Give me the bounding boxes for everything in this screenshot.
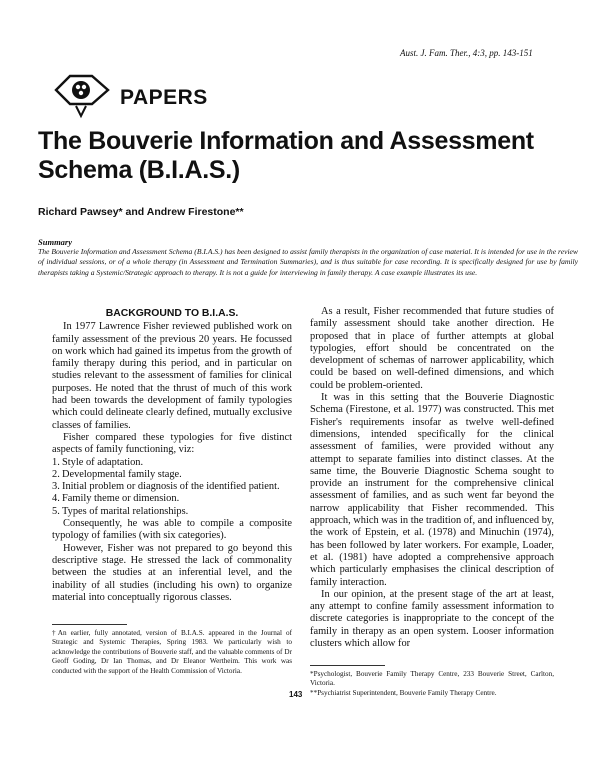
journal-emblem-logo (52, 72, 114, 120)
page-number: 143 (289, 690, 303, 699)
journal-reference: Aust. J. Fam. Ther., 4:3, pp. 143-151 (400, 48, 533, 58)
paragraph: It was in this setting that the Bouverie Diagnostic Schema (Firestone, et al. 1977) was constructed. This met Fisher's requirements insofar as twelve well-defined dimensions, intended specifically for the clinical assessment of families, were provided without any attempt to separate families into distinct classes. At the same time, the Bouverie Diagnostic Schema sought to provide an instrument for the comprehensive clinical assessment of families, and as such went far beyond the narrow applicability that Fisher recommended. This approach, which was in the tradition of, and influenced by, the work of Epstein, et al. (1978) and Minuchin (1974), has been followed by later workers. For example, Loader, et al. (1981) have adopted a comprehensive approach which particularly emphasises the clinical description of family interaction. (310, 392, 555, 588)
footnote-text: †An earlier, fully annotated, version of B.I.A.S. appeared in the Journal of Strategic and Systemic Therapies, Spring 1983. We particularly wish to acknowledge the contributions of Bouverie staff, and the valuable comments of Dr Geoff Goding, Dr Ian Thomas, and Dr Eleanor Wertheim. This work was conducted with the support of the Health Commission of Victoria. (52, 629, 292, 675)
footnote-text: **Psychiatrist Superintendent, Bouverie Family Therapy Centre. (310, 688, 497, 697)
footnote-divider (52, 624, 127, 625)
list-item (52, 457, 292, 469)
footnote-divider (310, 665, 385, 666)
footnote-acknowledgement (52, 629, 292, 676)
paragraph: As a result, Fisher recommended that future studies of family assessment should take another direction. He proposed that in place of further attempts at global typologies, effort should be concentrated on the development of schemas of narrower applicability, which could be based on well-defined dimensions, and which could be problem-oriented. (310, 306, 554, 391)
list-item (52, 469, 292, 481)
list-number: 2. (52, 468, 60, 480)
list-item (52, 506, 292, 518)
section-heading: BACKGROUND TO B.I.A.S. (105, 308, 239, 319)
article-title: The Bouverie Information and Assessment Schema (B.I.A.S.) (38, 127, 534, 184)
footnote-text: *Psychologist, Bouverie Family Therapy Centre, 233 Bouverie Street, Carlton, Victoria. (310, 670, 554, 688)
list-item (52, 481, 292, 493)
paragraph: In our opinion, at the present stage of the art at least, any attempt to confine family assessment information to discrete categories is inappropriate to the concept of the family in therapy as an open system. Looser information clusters which allow for (310, 588, 554, 650)
paragraph: Fisher compared these typologies for five distinct aspects of family functioning, viz: (52, 431, 292, 456)
list-number: 4. (52, 493, 60, 505)
list-item (52, 493, 292, 505)
footnote-affiliations (310, 670, 554, 698)
list-text: Style of adaptation. (62, 456, 144, 468)
paragraph: In 1977 Lawrence Fisher reviewed published work on family assessment of the previous 20 years. He focussed on work which had gained its impetus from the growth of family therapy during this period, and in particular on studies relevant to the assessment of families for clinical purposes. He noted that the thrust of much of this work had been towards the development of family typologies which could delineate clearly defined, mutually exclusive classes of families. (52, 321, 292, 431)
list-number: 1. (52, 456, 60, 468)
right-column (310, 306, 554, 650)
summary-heading: Summary (38, 237, 73, 247)
list-text: Developmental family stage. (62, 468, 182, 480)
list-text: Initial problem or diagnosis of the identified patient. (62, 481, 280, 493)
left-column (52, 308, 292, 604)
section-label: PAPERS (120, 86, 208, 109)
aspects-list (52, 457, 292, 518)
paragraph: However, Fisher was not prepared to go beyond this descriptive stage. He stressed the lack of commonality between the studies at an inferential level, and the inability of all studies (including his own) to organize material into conceptually rigorous classes. (52, 542, 292, 603)
summary-text: The Bouverie Information and Assessment Schema (B.I.A.S.) has been designed to assist family therapists in the organization of case material. It is intended for use in the review of individual sessions, or of a whole therapy (in Assessment and Termination Summaries), and is thus suitable for case recording. It is specifically designed for use by family therapists taking a Systemic/Strategic approach to therapy. It is not a guide for interviewing in family therapy. A case example illustrates its use. (38, 247, 578, 277)
list-number: 5. (52, 505, 60, 517)
authors: Richard Pawsey* and Andrew Firestone** (38, 206, 244, 218)
list-text: Types of marital relationships. (62, 505, 189, 517)
list-number: 3. (52, 481, 60, 493)
paragraph: Consequently, he was able to compile a composite typology of families (with six categories). (52, 518, 292, 542)
list-text: Family theme or dimension. (62, 493, 180, 505)
